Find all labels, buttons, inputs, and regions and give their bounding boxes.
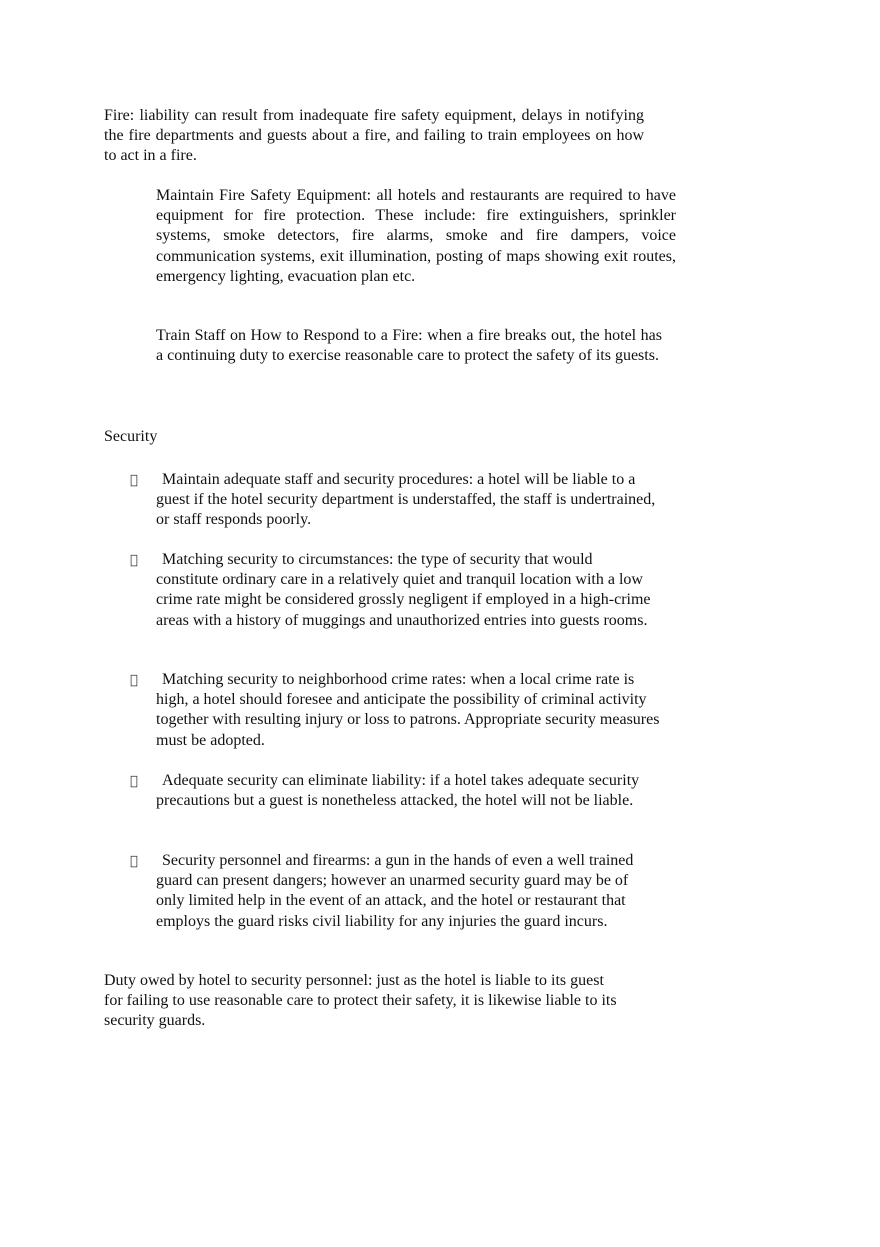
bullet-icon	[130, 772, 138, 792]
bullet-icon	[130, 671, 138, 691]
security-item-staff: Maintain adequate staff and security procedures: a hotel will be liable to a guest if the hotel security department is understaffed, the staff is undertrained, or staff responds poorly.	[156, 471, 656, 529]
fire-equipment-paragraph: Maintain Fire Safety Equipment: all hotels and restaurants are required to have equipment for fire protection. These include: fire extinguishers, sprinkler systems, smoke detectors, fire alarms, smoke and fire dampers, voice communication systems, exit illumination, posting of maps showing exit routes, emergency lighting, evacuation plan etc.	[156, 187, 676, 285]
bullet-icon	[130, 551, 138, 571]
security-item-firearms: Security personnel and firearms: a gun in the hands of even a well trained guard can present dangers; however an unarmed security guard may be of only limited help in the event of an attack, and the hotel or restaurant that employs the guard risks civil liability for any injuries the guard incurs.	[156, 852, 634, 930]
duty-paragraph: Duty owed by hotel to security personnel: just as the hotel is liable to its guest for failing to use reasonable care to protect their safety, it is likewise liable to its security guards.	[104, 972, 617, 1030]
security-heading: Security	[104, 428, 158, 445]
fire-intro-paragraph: Fire: liability can result from inadequate fire safety equipment, delays in notifying the fire departments and guests about a fire, and failing to train employees on how to act in a fire.	[104, 107, 644, 165]
security-item-circumstances: Matching security to circumstances: the type of security that would constitute ordinary care in a relatively quiet and tranquil location with a low crime rate might be considered grossly negligent if employed in a high-crime areas with a history of muggings and unauthorized entries into guests rooms.	[156, 551, 651, 629]
bullet-icon	[130, 471, 138, 491]
security-item-eliminate-liability: Adequate security can eliminate liability: if a hotel takes adequate security precautions but a guest is nonetheless attacked, the hotel will not be liable.	[156, 772, 640, 810]
bullet-icon	[130, 852, 138, 872]
fire-train-paragraph: Train Staff on How to Respond to a Fire: when a fire breaks out, the hotel has a continuing duty to exercise reasonable care to protect the safety of its guests.	[156, 327, 662, 365]
security-item-crime-rates: Matching security to neighborhood crime rates: when a local crime rate is high, a hotel should foresee and anticipate the possibility of criminal activity together with resulting injury or loss to patrons. Appropriate security measures must be adopted.	[156, 671, 660, 749]
